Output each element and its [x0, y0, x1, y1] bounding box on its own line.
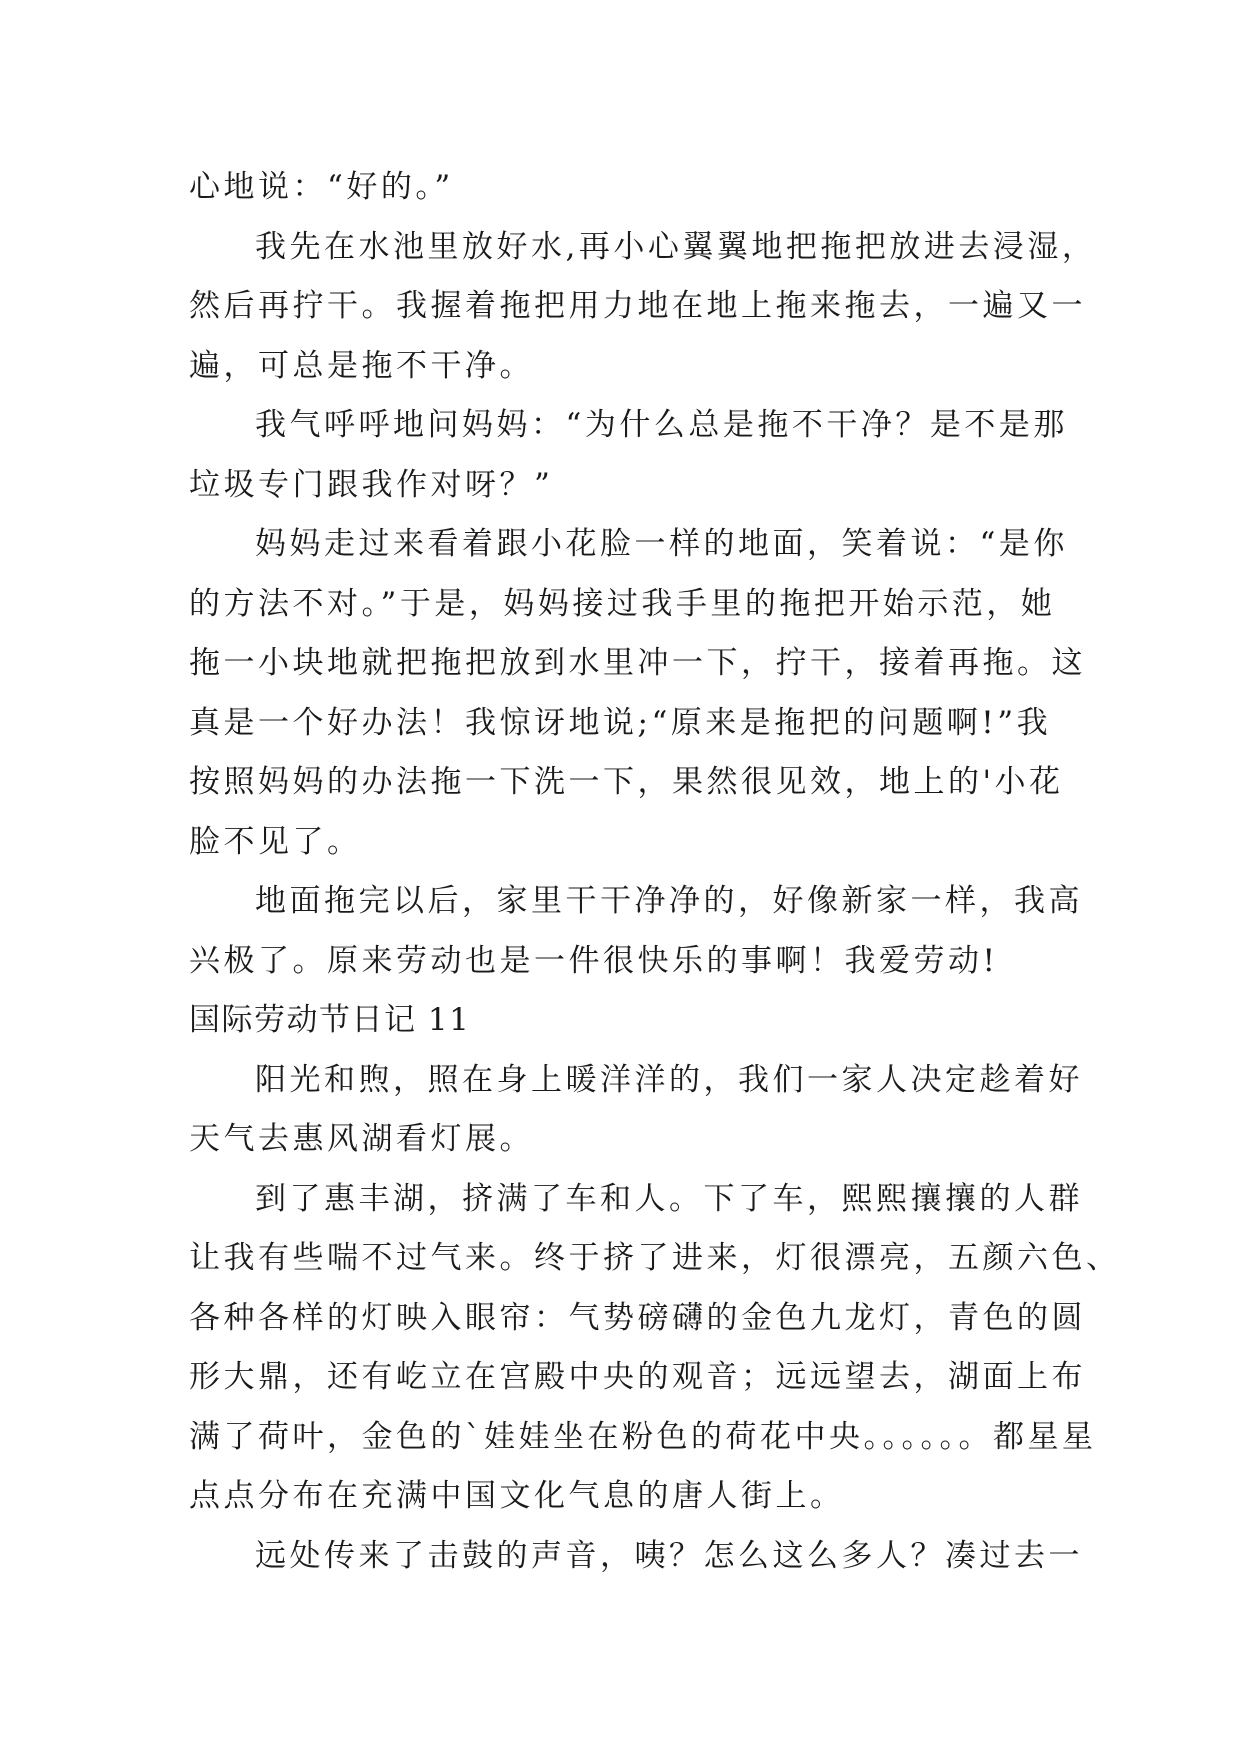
text-line: 地面拖完以后，家里干干净净的，好像新家一样，我高: [255, 883, 1083, 919]
text-line: 真是一个好办法！我惊讶地说;“原来是拖把的问题啊!”我: [189, 704, 1052, 741]
text-line: 我气呼呼地问妈妈：“为什么总是拖不干净？是不是那: [255, 407, 1068, 443]
text-line: 遍，可总是拖不干净。: [189, 347, 534, 384]
text-line: 各种各样的灯映入眼帘：气势磅礴的金色九龙灯，青色的圆: [189, 1299, 1086, 1336]
text-line: 到了惠丰湖，挤满了车和人。下了车，熙熙攘攘的人群: [255, 1180, 1083, 1217]
text-line: 然后再拧干。我握着拖把用力地在地上拖来拖去，一遍又一: [189, 288, 1086, 324]
text-line: 天气去惠风湖看灯展。: [189, 1121, 534, 1157]
text-line: 妈妈走过来看着跟小花脸一样的地面，笑着说：“是你: [255, 526, 1068, 562]
text-line: 让我有些喘不过气来。终于挤了进来，灯很漂亮，五颜六色、: [189, 1240, 1121, 1276]
text-line: 垃圾专门跟我作对呀？”: [189, 466, 554, 503]
text-line: 拖一小块地就把拖把放到水里冲一下，拧干，接着再拖。这: [189, 645, 1086, 681]
text-line: 脸不见了。: [189, 823, 362, 860]
text-line: 兴极了。原来劳动也是一件很快乐的事啊！我爱劳动!: [189, 942, 999, 979]
document-body: [189, 158, 1121, 1586]
text-line: 远处传来了击鼓的声音，咦？怎么这么多人？凑过去一: [255, 1537, 1083, 1574]
text-line: 的方法不对。”于是，妈妈接过我手里的拖把开始示范，她: [189, 585, 1056, 622]
text-line: 满了荷叶，金色的`娃娃坐在粉色的荷花中央。。。。。。都星星: [189, 1418, 1097, 1455]
text-line: 按照妈妈的办法拖一下洗一下，果然很见效，地上的'小花: [189, 764, 1064, 800]
text-line: 心地说：“好的。”: [189, 169, 454, 205]
text-line: 阳光和煦，照在身上暖洋洋的，我们一家人决定趁着好: [255, 1061, 1083, 1098]
section-heading: 国际劳动节日记 11: [189, 1002, 471, 1038]
text-line: 形大鼎，还有屹立在宫殿中央的观音；远远望去，湖面上布: [189, 1359, 1086, 1395]
text-line: 点点分布在充满中国文化气息的唐人街上。: [189, 1478, 845, 1514]
text-line: 我先在水池里放好水,再小心翼翼地把拖把放进去浸湿，: [255, 228, 1097, 265]
